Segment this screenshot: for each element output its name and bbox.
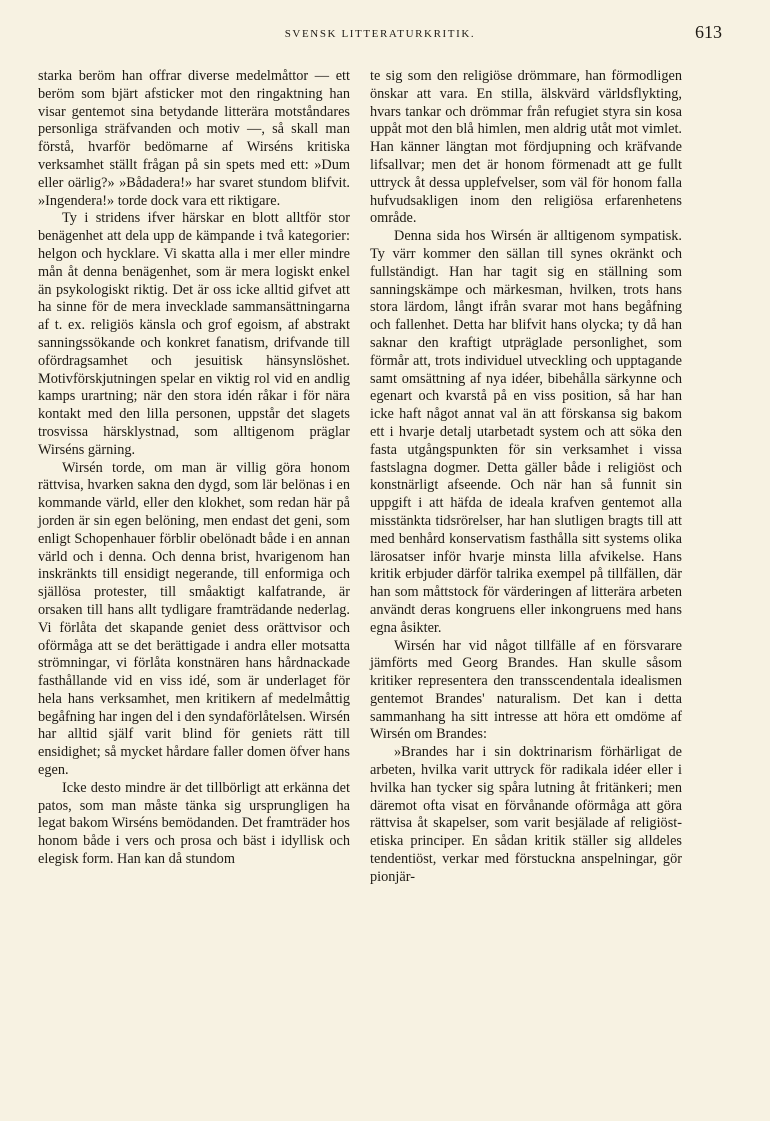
paragraph: Wirsén har vid något tillfälle af en försvarare jämförts med Georg Brandes. Han skulle såsom kritiker representera den transscendentala idealismen gentemot Brandes' naturalism. Det kan i detta sammanhang ha sitt intresse att höra ett omdöme af Wirsén om Brandes: [370, 637, 682, 743]
paragraph: Denna sida hos Wirsén är alltigenom sympatisk. Ty värr kommer den sällan till synes okränkt och fullständigt. Han har tagit sig en ställning som sanningskämpe och märkesman, hvilken, trots hans stora lärdom, långt ifrån svarar mot hans begåfning och fallenhet. Detta har blifvit hans olycka; ty då han saknar den kraftigt utpräglade personlighet, som förmår att, trots individuel utveckling och upptagande samt omsättning af nya idéer, bibehålla särkynne och egenart och kvarstå på en viss position, så har han icke haft något annat val än att förskansa sig bakom ett i hvarje detalj utarbetadt system och att söka den fasta utgångspunkten för sin verksamhet i vissa fastslagna dogmer. Detta gäller både i religiöst och konstnärligt afseende. Och när han så funnit sin uppgift i att häfda de ideala krafven gentemot alla misstänkta tidsrörelser, har han slutligen bragts till att med benhård konservatism fasthålla sitt systems olika lärosatser inför hvarje minsta lilla afvikelse. Hans kritik erbjuder därför talrika exempel på tillfällen, där han som måttstock för värderingen af litterära arbeten användt deras kongruens eller inkongruens med hans egna åsikter. [370, 228, 682, 636]
page-header [38, 20, 722, 46]
left-column [38, 68, 350, 869]
right-column [370, 68, 682, 887]
paragraph: Ty i stridens ifver härskar en blott alltför stor benägenhet att dela upp de kämpande i två kategorier: helgon och hycklare. Vi skatta alla i mer eller mindre mån åt denna benägenhet, som är mera logiskt enkel än psykologiskt riktig. Det är oss icke alltid gifvet att ha sinne för de mera invecklade sammansättningarna af t. ex. religiös känsla och grof egoism, af abstrakt sanningssökande och konkret fanatism, drifvande till ofördragsamhet och jesuitisk hänsynslöshet. Motivförskjutningen spelar en viktig rol vid en andlig kamps urartning; när den stora idén råkar i för nära kontakt med den lilla personen, uppstår det slagets trosvissa härsklystnad, som alltigenom präglar Wirséns gärning. [38, 210, 350, 458]
page-number: 613 [695, 22, 722, 42]
running-title: SVENSK LITTERATURKRITIK. [284, 28, 476, 40]
paragraph: starka beröm han offrar diverse medelmåttor — ett beröm som bjärt afsticker mot den ringaktning han visar gentemot sina betydande litterära motståndares personliga sträfvanden och motiv —, så skall man förstå, hvarför bedömarne af Wirséns kritiska verksamhet ställt frågan på sin spets med ett: »Dum eller oärlig?» »Bådadera!» har svaret stundom blifvit. »Ingendera!» torde dock vara ett riktigare. [38, 68, 350, 209]
paragraph: te sig som den religiöse drömmare, han förmodligen önskar att vara. En stilla, älskvärd världsflykting, hvars tankar och drömmar från refugiet styra sin kosa uppåt mot den blå himlen, men aldrig utåt mot vimlet. Han känner längtan mot fördjupning och kräfvande lifsallvar; men det är honom förmenadt att ge fullt uttryck åt dessa upplefvelser, som väl för honom falla hufvudsakligen inom den religiösa erfarenhetens område. [370, 68, 682, 227]
quote-paragraph: »Brandes har i sin doktrinarism förhärligat de arbeten, hvilka varit uttryck för radikala idéer eller i hvilka han tycker sig spåra lutning åt fritänkeri; men däremot ofta visat en förvånande oförmåga att göra rättvisa åt skapelser, som varit besjälade af religiöst-etiska principer. En sådan kritik ställer sig alldeles tendentiöst, verkar med förstuckna anspelningar, gör pionjär- [370, 744, 682, 885]
paragraph: Icke desto mindre är det tillbörligt att erkänna det patos, som man måste tänka sig ursprungligen ha legat bakom Wirséns bemödanden. Det framträder hos honom både i vers och prosa och bäst i idyllisk och elegisk form. Han kan då stundom [38, 779, 350, 868]
paragraph: Wirsén torde, om man är villig göra honom rättvisa, hvarken sakna den dygd, som lär belönas i en kommande värld, eller den klokhet, som redan här på jorden är sin egen belöning, men endast det geni, som enligt Schopenhauer förblir obelönadt både i en annan värld och i denna. Och denna brist, hvarigenom han inskränkts till ensidigt negerande, till enformiga och själlösa protester, till småaktigt kalfatrande, är orsaken till hans allt tydligare framträdande nederlag. Vi förlåta det skapande geniet dess orättvisor och oförmåga att se det berättigade i andra eller motsatta strömningar, vi förlåta konstnären hans hårdnackade fasthållande vid en viss idé, som är underlaget för hela hans verksamhet, men kritikern af medelmåttig begåfning har ingen del i den syndaförlåtelsen. Wirsén har alltid själf varit blind för geniets rätt till ensidighet; så mycket hårdare faller domen öfver hans egen. [38, 459, 351, 779]
